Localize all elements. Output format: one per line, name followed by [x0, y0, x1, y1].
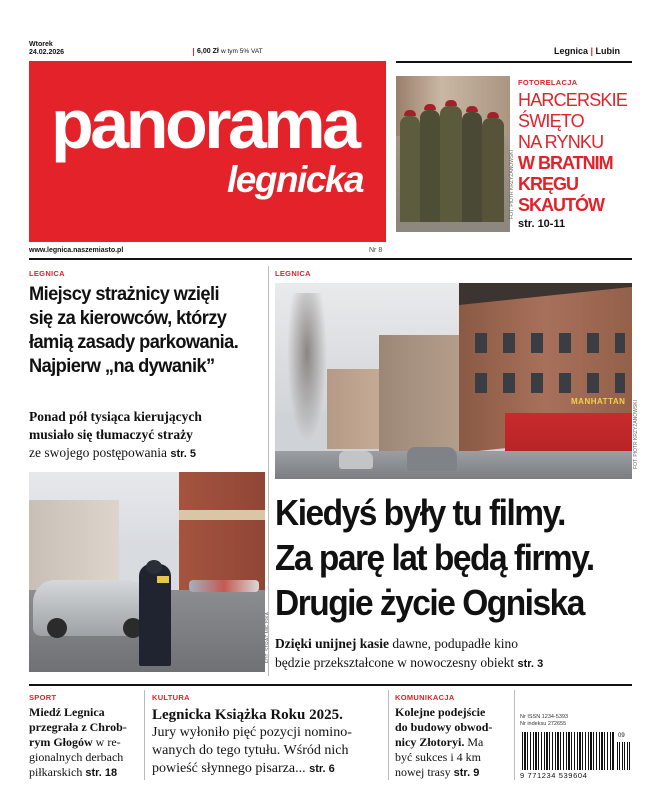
story1-headline-line: łamią zasady parkowania. [29, 332, 239, 353]
promo-page-ref: str. 10-11 [518, 218, 566, 230]
story1-deck-bold: musiało się tłumaczyć straży [29, 427, 193, 442]
teaser-sport [29, 693, 141, 781]
shop-front [505, 413, 632, 455]
edition-legnica: Legnica [554, 46, 589, 56]
story1-deck [29, 408, 202, 463]
guard-head [146, 560, 162, 574]
ground [396, 222, 510, 232]
website: www.legnica.naszemiasto.pl [29, 247, 124, 254]
promo-photo-credit: FOT. PIOTR KRZYŻANOWSKI [509, 150, 515, 219]
story1-page-ref: str. 5 [170, 448, 197, 460]
logo-sub: legnicka [227, 159, 364, 200]
kultura-text [152, 724, 387, 778]
issue-number: Nr 8 [369, 247, 383, 254]
sport-text [29, 705, 141, 781]
story2-deck-line [275, 634, 543, 653]
scout-figure [482, 118, 504, 228]
sport-plain: piłkarskich [29, 765, 83, 779]
beret [466, 106, 478, 112]
teaser-kultura [152, 693, 387, 778]
logo-block [29, 61, 386, 242]
bottom-divider [514, 690, 515, 780]
building-mid [379, 335, 459, 453]
komunikacja-line: Kolejne podejście [395, 705, 486, 719]
window-row [475, 373, 625, 393]
edition-lubin: Lubin [595, 46, 621, 56]
barcode-addon-number: 09 [618, 733, 625, 739]
promo-line: ŚWIĘTO [518, 111, 584, 131]
scout-figure [440, 106, 462, 228]
story2-headline-line: Za parę lat będą firmy. [275, 537, 594, 578]
price-vat: w tym 5% VAT [221, 48, 263, 55]
logo-main: panorama [51, 85, 358, 163]
sport-line: gionalnych derbach [29, 750, 124, 764]
promo-line: W BRATNIM [518, 153, 613, 173]
column-divider [268, 266, 269, 676]
masthead-bottom-rule [29, 258, 632, 260]
issue-date: 24.02.2026 [29, 49, 65, 56]
sport-plain: w re- [92, 735, 121, 749]
price: 6,00 Zł [197, 48, 219, 55]
story2-photo-credit: FOT. PIOTR KRZYŻANOWSKI [633, 400, 639, 469]
building-right [179, 472, 265, 592]
sport-line [29, 765, 141, 781]
story2-deck-plain: będzie przekształcone w nowoczesny obiekt [275, 655, 515, 670]
kultura-line: wanych do tego tytułu. Wśród nich [152, 743, 349, 758]
scouts-photo [396, 76, 510, 232]
parked-car [407, 447, 457, 471]
index-number: Nr indeksu 272655 [520, 721, 567, 727]
barcode-addon [617, 742, 631, 770]
story1-deck-plain: ze swojego postępowania [29, 445, 167, 460]
promo-line: HARCERSKIE [518, 90, 628, 110]
story2-headline-line: Drugie życie Ogniska [275, 582, 584, 623]
story2-deck [275, 634, 543, 674]
story1-photo [29, 472, 265, 672]
story2-headline-line: Kiedyś były tu filmy. [275, 492, 566, 533]
barcode [522, 732, 614, 770]
kultura-section: KULTURA [152, 693, 190, 702]
edition [554, 46, 620, 56]
komunikacja-line: do budowy obwod- [395, 720, 493, 734]
promo-kicker: FOTORELACJA [518, 78, 578, 87]
promo-text [518, 78, 627, 230]
sport-section: SPORT [29, 693, 57, 702]
promo-line: KRĘGU [518, 174, 579, 194]
story2-section: LEGNICA [275, 269, 311, 278]
komunikacja-text [395, 705, 511, 781]
guard-patch [157, 576, 169, 583]
kultura-page-ref: str. 6 [309, 763, 335, 775]
story2-page-ref: str. 3 [517, 658, 544, 670]
story1-headline-line: Miejscy strażnicy wzięli [29, 284, 219, 305]
kultura-line [152, 760, 387, 778]
sport-line [29, 735, 141, 750]
bottom-divider [144, 690, 145, 780]
story1-deck-plain-line [29, 444, 202, 463]
car-wheel [47, 618, 67, 638]
building-far [327, 369, 387, 449]
komunikacja-plain: Ma [464, 735, 484, 749]
kultura-line: Jury wyłoniło pięć pozycji nomino- [152, 725, 352, 740]
price-divider [193, 48, 194, 56]
building-right-band [179, 510, 265, 520]
distant-cars [189, 580, 259, 592]
scout-figure [462, 112, 482, 228]
parked-car [339, 451, 373, 469]
scout-figure [400, 116, 420, 228]
bottom-section-rule [29, 684, 632, 686]
beret [404, 110, 416, 116]
story1-deck-bold: Ponad pół tysiąca kierujących [29, 409, 202, 424]
komunikacja-line: być sukces i 4 km [395, 750, 481, 764]
story2-deck-bold: Dzięki unijnej kasie [275, 636, 390, 651]
shop-sign: MANHATTAN [571, 397, 626, 406]
kultura-plain: powieść słynnego pisarza... [152, 761, 306, 776]
komunikacja-section: KOMUNIKACJA [395, 693, 455, 702]
komunikacja-line [395, 735, 511, 750]
sport-line: Miedź Legnica [29, 705, 105, 719]
kultura-headline: Legnicka Książka Roku 2025. [152, 707, 343, 723]
barcode-number: 9 771234 539604 [520, 771, 588, 780]
issue-day: Wtorek [29, 41, 53, 48]
teaser-komunikacja [395, 693, 511, 781]
story2-photo [275, 283, 632, 479]
story2-deck-line [275, 653, 543, 674]
story1-section: LEGNICA [29, 269, 65, 278]
promo-line: NA RYNKU [518, 132, 604, 152]
window-row [475, 333, 625, 353]
story1-headline-line: Najpierw „na dywanik” [29, 356, 215, 377]
sport-bold: rym Głogów [29, 735, 93, 749]
story2-deck-plain: dawne, podupadłe kino [389, 636, 518, 651]
sport-line: przegrała z Chrob- [29, 720, 127, 734]
komunikacja-line [395, 765, 511, 781]
story1-headline-line: się za kierowców, którzy [29, 308, 227, 329]
komunikacja-page-ref: str. 9 [453, 767, 480, 779]
komunikacja-plain: nowej trasy [395, 765, 451, 779]
komunikacja-bold: nicy Złotoryi. [395, 735, 465, 749]
beret [445, 100, 457, 106]
story2-headline [275, 490, 618, 625]
beret [487, 112, 499, 118]
edition-separator: | [588, 46, 596, 56]
bare-tree [287, 293, 327, 443]
promo-line: SKAUTÓW [518, 195, 604, 215]
masthead-rule [396, 61, 632, 63]
issn: Nr ISSN 1234-5393 [520, 714, 568, 720]
scout-figure [420, 110, 440, 228]
sport-page-ref: str. 18 [85, 767, 118, 779]
bottom-divider [388, 690, 389, 780]
story1-headline [29, 283, 247, 379]
beret [424, 104, 436, 110]
